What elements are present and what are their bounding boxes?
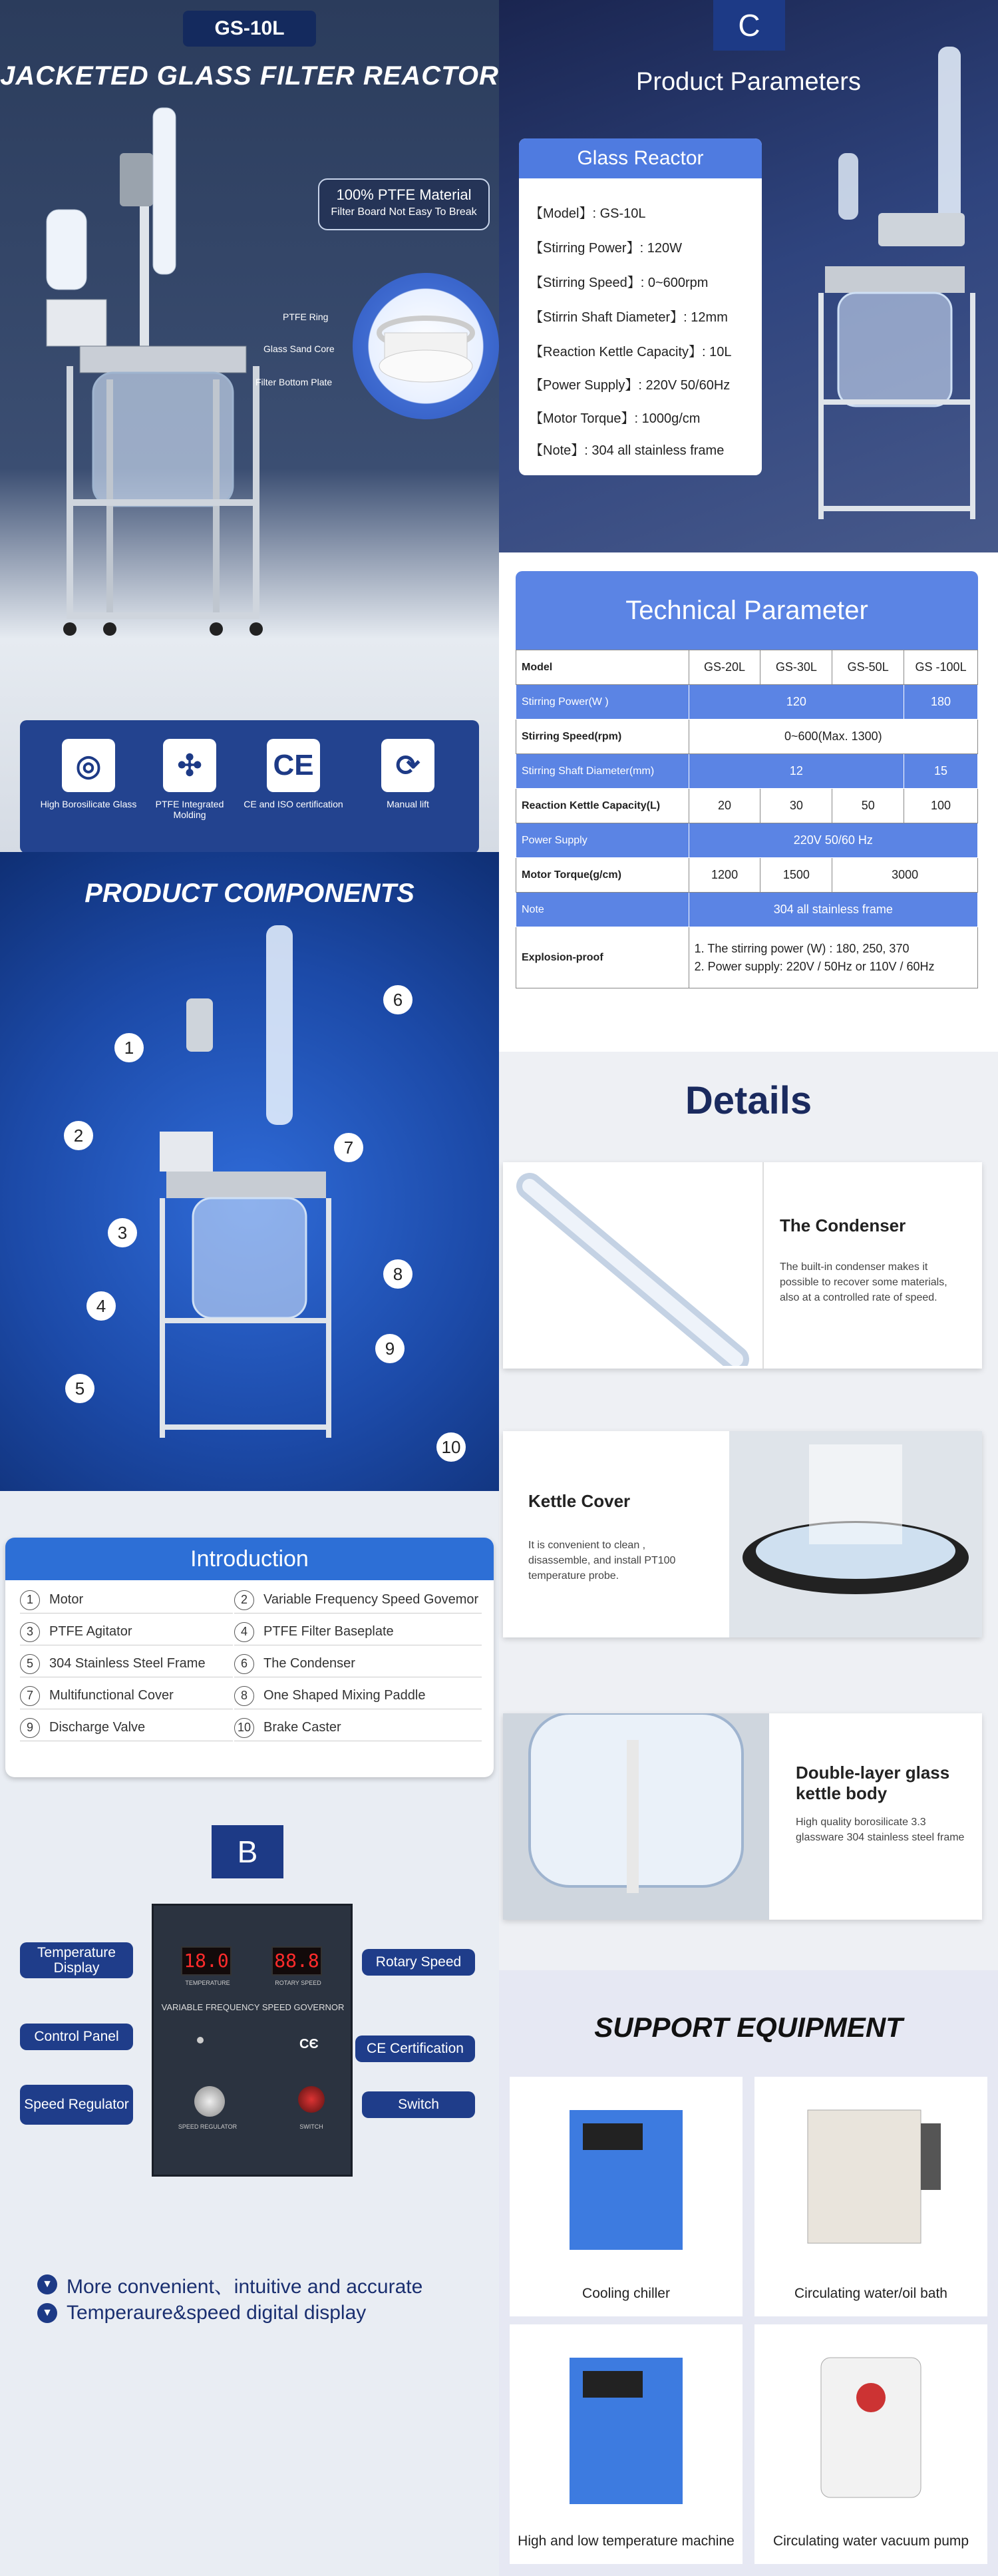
hero-title: JACKETED GLASS FILTER REACTOR — [0, 61, 499, 91]
component-number: 3 — [108, 1218, 137, 1247]
feature-lift — [358, 739, 458, 809]
feature-label: PTFE Integrated Molding — [155, 799, 224, 820]
list-item: 3 PTFE Agitator — [20, 1619, 233, 1645]
list-item: 7 Multifunctional Cover — [20, 1683, 233, 1709]
component-number: 8 — [383, 1259, 413, 1289]
detail-name: Kettle Cover — [528, 1491, 631, 1511]
detail-desc: The built-in condenser makes it possible to recover some materials, also at a controlled rate of speed. — [780, 1261, 947, 1304]
component-number: 7 — [334, 1133, 363, 1162]
label-filter-bottom-plate: Filter Bottom Plate — [255, 377, 333, 387]
bath-illustration — [794, 2097, 947, 2256]
feature-borosilicate — [39, 739, 138, 809]
list-item: 8 One Shaped Mixing Paddle — [234, 1683, 482, 1709]
param-row: 【Reaction Kettle Capacity】: 10L — [530, 345, 732, 359]
table-row: Note 304 all stainless frame — [516, 893, 978, 927]
feature-ptfe — [140, 739, 240, 820]
support-caption: Circulating water/oil bath — [794, 2286, 947, 2301]
chiller-illustration — [563, 2097, 689, 2256]
support-caption: Circulating water vacuum pump — [772, 2533, 969, 2549]
param-row: 【Stirrin Shaft Diameter】: 12mm — [530, 310, 728, 325]
feature-label: High Borosilicate Glass — [40, 799, 137, 809]
condenser-illustration — [510, 1166, 762, 1366]
section-badge-b: B — [212, 1825, 283, 1878]
ce-icon: CE — [267, 739, 320, 792]
param-row: 【Model】: GS-10L — [530, 206, 646, 221]
component-number: 2 — [64, 1121, 93, 1150]
detail-card-kettle-body — [503, 1713, 982, 1920]
list-item: 2 Variable Frequency Speed Govemor — [234, 1587, 482, 1613]
table-row: Stirring Power(W ) 120 180 — [516, 685, 978, 720]
ce-mark-icon: CЄ — [299, 2037, 319, 2051]
reactor-illustration-c — [798, 40, 991, 533]
bullet-convenient: ▼ More convenient、intuitive and accurate — [37, 2270, 490, 2299]
temperature-readout: 18.0 — [181, 1946, 232, 1976]
lift-icon: ⟳ — [381, 739, 434, 792]
model-badge: GS-10L — [183, 11, 316, 47]
component-number: 10 — [436, 1432, 466, 1462]
detail-name: Double-layer glass kettle body — [796, 1763, 950, 1803]
kettle-cover-illustration — [729, 1431, 982, 1637]
triangle-down-icon: ▼ — [37, 2303, 57, 2323]
detail-name: The Condenser — [780, 1215, 906, 1235]
support-caption: Cooling chiller — [582, 2286, 670, 2301]
temp-machine-illustration — [563, 2344, 689, 2511]
param-row: 【Power Supply】: 220V 50/60Hz — [530, 378, 731, 393]
list-item: 4 PTFE Filter Baseplate — [234, 1619, 482, 1645]
control-panel-image — [152, 1904, 353, 2177]
table-row: Model GS-20L GS-30L GS-50L GS -100L — [516, 650, 978, 685]
label-rotary-speed: Rotary Speed — [362, 1949, 475, 1976]
components-title: PRODUCT COMPONENTS — [84, 879, 415, 908]
detail-desc: It is convenient to clean , disassemble, and install PT100 temperature probe. — [528, 1540, 676, 1582]
indicator-light — [197, 2037, 204, 2043]
table-row: Stirring Speed(rpm) 0~600(Max. 1300) — [516, 720, 978, 754]
vacuum-pump-illustration — [808, 2344, 934, 2511]
list-item: 9 Discharge Valve — [20, 1715, 233, 1741]
components-illustration — [146, 919, 359, 1464]
label-glass-sand-core: Glass Sand Core — [263, 343, 335, 354]
label-ce-certification: CE Certification — [355, 2036, 475, 2062]
component-number: 4 — [86, 1291, 116, 1321]
panel-text: VARIABLE FREQUENCY SPEED GOVERNOR — [161, 2002, 345, 2012]
ptfe-material-callout — [318, 178, 490, 230]
support-card-temp-machine — [510, 2324, 743, 2564]
support-card-vacuum-pump — [754, 2324, 987, 2564]
introduction-title: Introduction — [5, 1538, 494, 1580]
component-number: 6 — [383, 985, 413, 1014]
list-item: 5 304 Stainless Steel Frame — [20, 1651, 233, 1677]
reactor-illustration — [40, 100, 319, 646]
component-number: 9 — [375, 1334, 405, 1363]
section-badge-c: C — [713, 0, 785, 51]
param-row: 【Stirring Power】: 120W — [530, 241, 682, 256]
fan-icon: ✣ — [163, 739, 216, 792]
filter-zoom-circle — [353, 273, 499, 419]
ptfe-line2: Filter Board Not Easy To Break — [331, 206, 477, 218]
kettle-body-illustration — [503, 1713, 769, 1920]
ptfe-filter-icon — [353, 273, 499, 419]
table-row: Power Supply 220V 50/60 Hz — [516, 823, 978, 858]
divider — [762, 1162, 764, 1369]
speed-readout: 88.8 — [271, 1946, 322, 1976]
bullet-digital-display: ▼ Temperaure&speed digital display — [37, 2302, 490, 2324]
speed-caption: ROTARY SPEED — [275, 1980, 321, 1986]
introduction-list-right — [234, 1587, 482, 1741]
table-row: Reaction Kettle Capacity(L) 20 30 50 100 — [516, 789, 978, 823]
label-control-panel: Control Panel — [20, 2024, 133, 2050]
regulator-caption: SPEED REGULATOR — [178, 2123, 238, 2130]
param-row: 【Motor Torque】: 1000g/cm — [530, 411, 701, 426]
technical-title: Technical Parameter — [516, 571, 978, 650]
product-parameters-title: Product Parameters — [636, 68, 861, 96]
component-number: 1 — [114, 1033, 144, 1062]
list-item: 6 The Condenser — [234, 1651, 482, 1677]
support-card-chiller — [510, 2077, 743, 2316]
label-switch: Switch — [362, 2091, 475, 2118]
detail-card-kettle-cover — [503, 1431, 982, 1637]
table-row: Motor Torque(g/cm) 1200 1500 3000 — [516, 858, 978, 893]
temperature-caption: TEMPERATURE — [185, 1980, 230, 1986]
power-switch[interactable] — [298, 2086, 325, 2113]
speed-knob[interactable] — [194, 2086, 225, 2117]
switch-caption: SWITCH — [299, 2123, 323, 2130]
details-title: Details — [685, 1079, 812, 1122]
introduction-list-left — [20, 1587, 233, 1741]
table-row: Explosion-proof 1. The stirring power (W) : 180, 250, 370 2. Power supply: 220V / 50Hz or 110V / 60Hz — [516, 927, 978, 988]
support-title: SUPPORT EQUIPMENT — [594, 2012, 903, 2043]
flask-icon: ◎ — [62, 739, 115, 792]
triangle-down-icon: ▼ — [37, 2274, 57, 2294]
list-item: 1 Motor — [20, 1587, 233, 1613]
param-row: 【Note】: 304 all stainless frame — [530, 443, 725, 458]
component-number: 5 — [65, 1374, 94, 1403]
feature-ce — [244, 739, 343, 809]
param-row: 【Stirring Speed】: 0~600rpm — [530, 276, 709, 290]
support-caption: High and low temperature machine — [518, 2533, 735, 2549]
feature-label: Manual lift — [387, 799, 429, 809]
detail-desc: High quality borosilicate 3.3 glassware 304 stainless steel frame — [796, 1817, 965, 1844]
label-speed-regulator: Speed Regulator — [20, 2085, 133, 2125]
support-card-bath — [754, 2077, 987, 2316]
ptfe-line1: 100% PTFE Material — [336, 186, 472, 203]
label-ptfe-ring: PTFE Ring — [283, 312, 329, 322]
glass-reactor-title: Glass Reactor — [519, 138, 762, 178]
list-item: 10 Brake Caster — [234, 1715, 482, 1741]
feature-label: CE and ISO certification — [244, 799, 343, 809]
technical-table — [516, 650, 978, 988]
detail-card-condenser — [503, 1162, 982, 1369]
label-temperature-display: Temperature Display — [20, 1942, 133, 1978]
table-row: Stirring Shaft Diameter(mm) 12 15 — [516, 754, 978, 789]
